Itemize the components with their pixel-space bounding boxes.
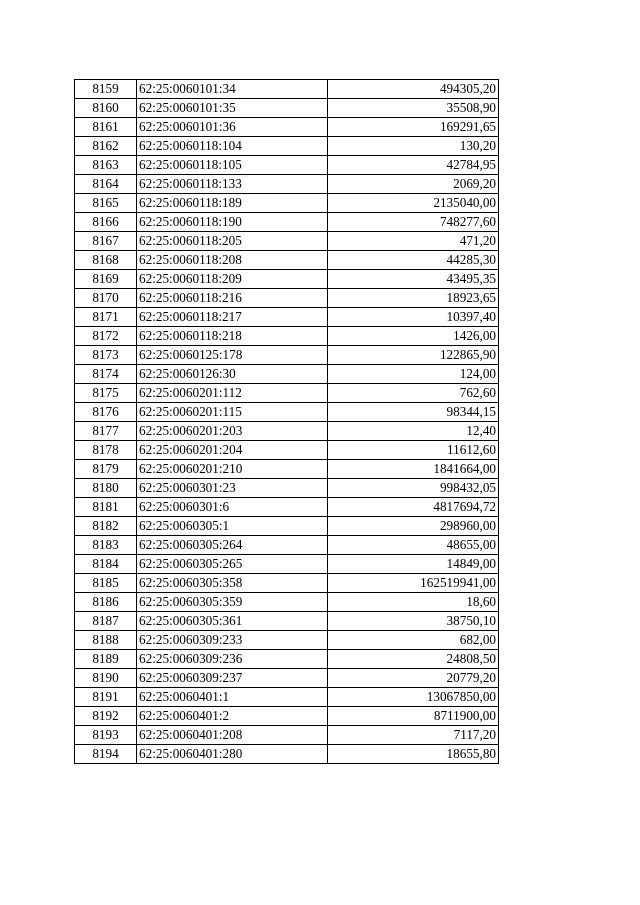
table-row — [75, 631, 499, 650]
cadastral-value-cell: 494305,20 — [328, 80, 499, 99]
row-number-cell: 8163 — [75, 156, 137, 175]
table-row — [75, 365, 499, 384]
row-number-cell: 8177 — [75, 422, 137, 441]
cadastral-value-cell: 13067850,00 — [328, 688, 499, 707]
table-row — [75, 612, 499, 631]
table-row — [75, 536, 499, 555]
cadastral-value-cell: 8711900,00 — [328, 707, 499, 726]
row-number-cell: 8186 — [75, 593, 137, 612]
cadastral-number-cell: 62:25:0060201:115 — [137, 403, 328, 422]
table-row — [75, 99, 499, 118]
row-number-cell: 8184 — [75, 555, 137, 574]
table-row — [75, 194, 499, 213]
table-row — [75, 745, 499, 764]
row-number-cell: 8191 — [75, 688, 137, 707]
table-row — [75, 80, 499, 99]
cadastral-value-cell: 298960,00 — [328, 517, 499, 536]
row-number-cell: 8170 — [75, 289, 137, 308]
row-number-cell: 8164 — [75, 175, 137, 194]
cadastral-value-cell: 130,20 — [328, 137, 499, 156]
cadastral-number-cell: 62:25:0060401:2 — [137, 707, 328, 726]
cadastral-value-cell: 162519941,00 — [328, 574, 499, 593]
cadastral-number-cell: 62:25:0060125:178 — [137, 346, 328, 365]
row-number-cell: 8185 — [75, 574, 137, 593]
cadastral-number-cell: 62:25:0060305:358 — [137, 574, 328, 593]
row-number-cell: 8173 — [75, 346, 137, 365]
table-row — [75, 574, 499, 593]
row-number-cell: 8183 — [75, 536, 137, 555]
cadastral-number-cell: 62:25:0060101:35 — [137, 99, 328, 118]
cadastral-value-cell: 122865,90 — [328, 346, 499, 365]
cadastral-number-cell: 62:25:0060305:264 — [137, 536, 328, 555]
cadastral-number-cell: 62:25:0060309:237 — [137, 669, 328, 688]
cadastral-value-cell: 42784,95 — [328, 156, 499, 175]
cadastral-value-cell: 18923,65 — [328, 289, 499, 308]
cadastral-value-cell: 471,20 — [328, 232, 499, 251]
row-number-cell: 8171 — [75, 308, 137, 327]
cadastral-value-cell: 682,00 — [328, 631, 499, 650]
cadastral-value-cell: 169291,65 — [328, 118, 499, 137]
row-number-cell: 8161 — [75, 118, 137, 137]
cadastral-value-cell: 2135040,00 — [328, 194, 499, 213]
cadastral-number-cell: 62:25:0060118:217 — [137, 308, 328, 327]
cadastral-value-cell: 24808,50 — [328, 650, 499, 669]
cadastral-value-cell: 18655,80 — [328, 745, 499, 764]
row-number-cell: 8193 — [75, 726, 137, 745]
cadastral-number-cell: 62:25:0060126:30 — [137, 365, 328, 384]
row-number-cell: 8192 — [75, 707, 137, 726]
row-number-cell: 8176 — [75, 403, 137, 422]
row-number-cell: 8188 — [75, 631, 137, 650]
cadastral-value-cell: 4817694,72 — [328, 498, 499, 517]
table-row — [75, 688, 499, 707]
row-number-cell: 8179 — [75, 460, 137, 479]
cadastral-value-cell: 18,60 — [328, 593, 499, 612]
cadastral-value-cell: 1426,00 — [328, 327, 499, 346]
row-number-cell: 8175 — [75, 384, 137, 403]
table-row — [75, 118, 499, 137]
table-row — [75, 137, 499, 156]
table-row — [75, 460, 499, 479]
table-row — [75, 441, 499, 460]
cadastral-number-cell: 62:25:0060401:280 — [137, 745, 328, 764]
cadastral-value-cell: 43495,35 — [328, 270, 499, 289]
table-row — [75, 327, 499, 346]
cadastral-value-cell: 762,60 — [328, 384, 499, 403]
cadastral-value-cell: 748277,60 — [328, 213, 499, 232]
cadastral-value-cell: 2069,20 — [328, 175, 499, 194]
row-number-cell: 8190 — [75, 669, 137, 688]
cadastral-value-cell: 11612,60 — [328, 441, 499, 460]
cadastral-number-cell: 62:25:0060118:218 — [137, 327, 328, 346]
cadastral-number-cell: 62:25:0060118:208 — [137, 251, 328, 270]
cadastral-value-table — [74, 79, 499, 764]
table-row — [75, 232, 499, 251]
row-number-cell: 8181 — [75, 498, 137, 517]
table-row — [75, 707, 499, 726]
cadastral-number-cell: 62:25:0060201:112 — [137, 384, 328, 403]
table-row — [75, 156, 499, 175]
cadastral-value-cell: 998432,05 — [328, 479, 499, 498]
table-row — [75, 289, 499, 308]
cadastral-number-cell: 62:25:0060301:23 — [137, 479, 328, 498]
cadastral-number-cell: 62:25:0060305:359 — [137, 593, 328, 612]
cadastral-value-cell: 48655,00 — [328, 536, 499, 555]
table-row — [75, 650, 499, 669]
row-number-cell: 8165 — [75, 194, 137, 213]
cadastral-number-cell: 62:25:0060401:208 — [137, 726, 328, 745]
cadastral-number-cell: 62:25:0060118:133 — [137, 175, 328, 194]
table-row — [75, 175, 499, 194]
cadastral-number-cell: 62:25:0060305:265 — [137, 555, 328, 574]
row-number-cell: 8162 — [75, 137, 137, 156]
row-number-cell: 8178 — [75, 441, 137, 460]
cadastral-number-cell: 62:25:0060118:189 — [137, 194, 328, 213]
row-number-cell: 8182 — [75, 517, 137, 536]
table-row — [75, 346, 499, 365]
row-number-cell: 8187 — [75, 612, 137, 631]
row-number-cell: 8194 — [75, 745, 137, 764]
cadastral-value-cell: 1841664,00 — [328, 460, 499, 479]
row-number-cell: 8160 — [75, 99, 137, 118]
cadastral-number-cell: 62:25:0060301:6 — [137, 498, 328, 517]
cadastral-value-cell: 44285,30 — [328, 251, 499, 270]
row-number-cell: 8189 — [75, 650, 137, 669]
cadastral-number-cell: 62:25:0060118:105 — [137, 156, 328, 175]
cadastral-value-cell: 12,40 — [328, 422, 499, 441]
cadastral-number-cell: 62:25:0060201:210 — [137, 460, 328, 479]
table-row — [75, 270, 499, 289]
row-number-cell: 8168 — [75, 251, 137, 270]
table-row — [75, 251, 499, 270]
cadastral-number-cell: 62:25:0060305:361 — [137, 612, 328, 631]
cadastral-number-cell: 62:25:0060101:36 — [137, 118, 328, 137]
cadastral-number-cell: 62:25:0060401:1 — [137, 688, 328, 707]
table-row — [75, 403, 499, 422]
table-row — [75, 726, 499, 745]
table-row — [75, 479, 499, 498]
table-row — [75, 517, 499, 536]
table-row — [75, 498, 499, 517]
cadastral-value-cell: 10397,40 — [328, 308, 499, 327]
table-row — [75, 213, 499, 232]
cadastral-value-cell: 98344,15 — [328, 403, 499, 422]
cadastral-number-cell: 62:25:0060201:204 — [137, 441, 328, 460]
row-number-cell: 8159 — [75, 80, 137, 99]
table-row — [75, 384, 499, 403]
cadastral-number-cell: 62:25:0060118:104 — [137, 137, 328, 156]
cadastral-number-cell: 62:25:0060118:216 — [137, 289, 328, 308]
cadastral-value-cell: 35508,90 — [328, 99, 499, 118]
row-number-cell: 8167 — [75, 232, 137, 251]
row-number-cell: 8180 — [75, 479, 137, 498]
cadastral-value-cell: 7117,20 — [328, 726, 499, 745]
row-number-cell: 8169 — [75, 270, 137, 289]
cadastral-number-cell: 62:25:0060118:190 — [137, 213, 328, 232]
table-body — [75, 80, 499, 764]
cadastral-number-cell: 62:25:0060101:34 — [137, 80, 328, 99]
cadastral-number-cell: 62:25:0060309:236 — [137, 650, 328, 669]
row-number-cell: 8166 — [75, 213, 137, 232]
row-number-cell: 8174 — [75, 365, 137, 384]
cadastral-number-cell: 62:25:0060309:233 — [137, 631, 328, 650]
cadastral-value-cell: 38750,10 — [328, 612, 499, 631]
row-number-cell: 8172 — [75, 327, 137, 346]
cadastral-number-cell: 62:25:0060118:209 — [137, 270, 328, 289]
cadastral-number-cell: 62:25:0060201:203 — [137, 422, 328, 441]
table-row — [75, 422, 499, 441]
table-row — [75, 308, 499, 327]
table-row — [75, 669, 499, 688]
table-row — [75, 555, 499, 574]
cadastral-value-cell: 20779,20 — [328, 669, 499, 688]
table-row — [75, 593, 499, 612]
cadastral-number-cell: 62:25:0060305:1 — [137, 517, 328, 536]
cadastral-number-cell: 62:25:0060118:205 — [137, 232, 328, 251]
cadastral-value-cell: 14849,00 — [328, 555, 499, 574]
cadastral-value-cell: 124,00 — [328, 365, 499, 384]
